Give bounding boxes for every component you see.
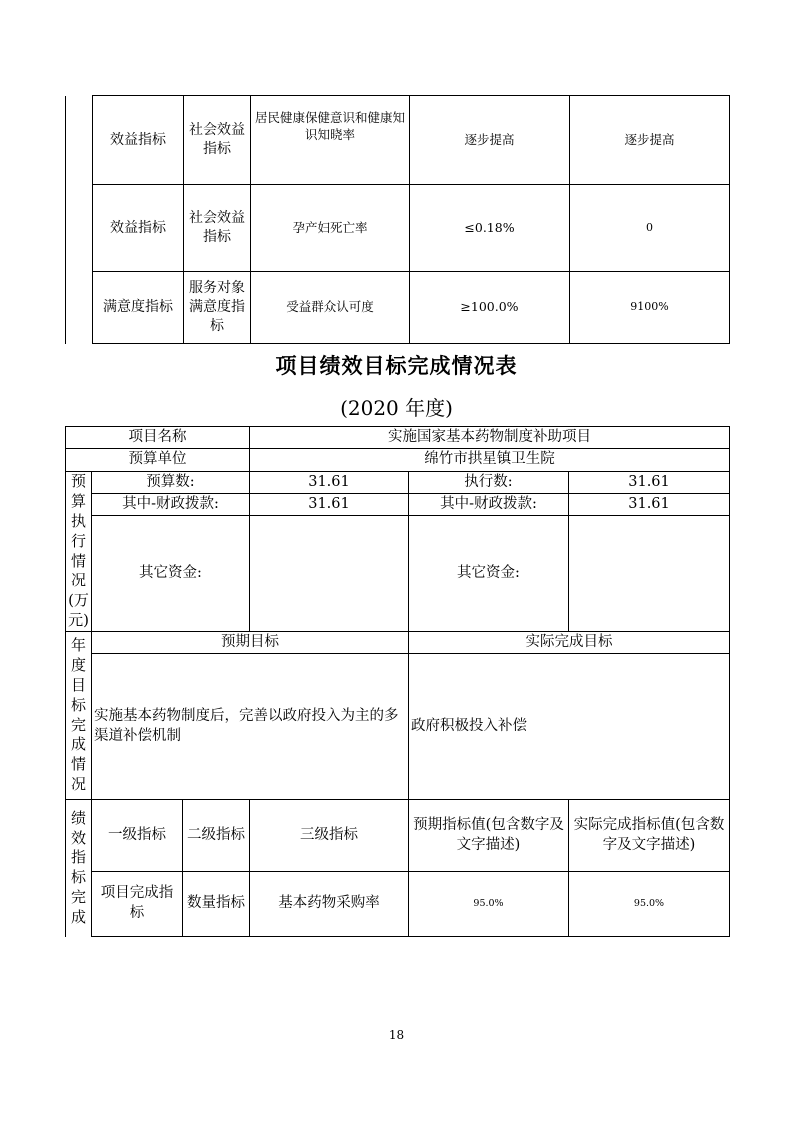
target-value-cell: 逐步提高 [410, 96, 570, 185]
column-header: 实际完成指标值(包含数字及文字描述) [569, 800, 730, 872]
target-value-cell: ≥100.0% [410, 272, 570, 344]
level3-cell: 居民健康保健意识和健康知识知晓率 [251, 96, 410, 185]
project-name-label: 项目名称 [66, 427, 250, 449]
table-row [66, 427, 730, 449]
expected-goal-header: 预期目标 [92, 632, 409, 654]
level1-cell: 项目完成指标 [92, 872, 183, 937]
level3-cell: 基本药物采购率 [250, 872, 409, 937]
actual-value-cell: 0 [570, 185, 730, 272]
budget-unit-value: 绵竹市拱星镇卫生院 [250, 449, 730, 472]
level2-cell: 社会效益指标 [184, 96, 251, 185]
indicator-section-label: 绩效指标完成 [66, 800, 92, 937]
table-row [66, 185, 730, 272]
budget-section-label: 预算执行情况(万元) [66, 472, 92, 632]
level1-cell: 满意度指标 [93, 272, 184, 344]
level2-cell: 社会效益指标 [184, 185, 251, 272]
table-row [66, 516, 730, 612]
table-row [66, 632, 730, 654]
actual-goal-text: 政府积极投入补偿 [409, 654, 730, 800]
project-name-value: 实施国家基本药物制度补助项目 [250, 427, 730, 449]
left-gutter-cell [66, 96, 93, 344]
column-header: 预期指标值(包含数字及文字描述) [409, 800, 569, 872]
table-row [66, 449, 730, 472]
other-funds-value [569, 516, 730, 632]
page-number: 18 [388, 1028, 405, 1042]
budget-unit-label: 预算单位 [66, 449, 250, 472]
fiscal-value: 31.61 [250, 494, 409, 516]
annual-goal-section-label: 年度目标完成情况 [66, 632, 92, 800]
column-header: 一级指标 [92, 800, 183, 872]
expected-goal-text: 实施基本药物制度后，完善以政府投入为主的多渠道补偿机制 [92, 654, 409, 800]
column-header: 三级指标 [250, 800, 409, 872]
fiscal-value: 31.61 [569, 494, 730, 516]
column-header: 二级指标 [183, 800, 250, 872]
executed-amount-value: 31.61 [569, 472, 730, 494]
actual-value-cell: 95.0% [569, 872, 730, 937]
other-funds-label: 其它资金: [92, 516, 250, 632]
table-row [66, 472, 730, 494]
expected-value-cell: 95.0% [409, 872, 569, 937]
level3-cell: 孕产妇死亡率 [251, 185, 410, 272]
table-row [66, 96, 730, 185]
actual-value-cell: 9100% [570, 272, 730, 344]
budget-amount-value: 31.61 [250, 472, 409, 494]
actual-value-cell: 逐步提高 [570, 96, 730, 185]
other-funds-value [250, 516, 409, 632]
table-row [66, 272, 730, 344]
table-row [66, 800, 730, 872]
table-row [66, 872, 730, 937]
table-row [66, 494, 730, 516]
target-value-cell: ≤0.18% [410, 185, 570, 272]
fiscal-label: 其中-财政拨款: [409, 494, 569, 516]
level2-cell: 服务对象满意度指标 [184, 272, 251, 344]
table-row [66, 654, 730, 800]
budget-amount-label: 预算数: [92, 472, 250, 494]
page-subtitle: (2020 年度) [340, 396, 453, 420]
other-funds-label: 其它资金: [409, 516, 569, 632]
level1-cell: 效益指标 [93, 96, 184, 185]
level2-cell: 数量指标 [183, 872, 250, 937]
executed-amount-label: 执行数: [409, 472, 569, 494]
performance-table [65, 426, 730, 937]
fiscal-label: 其中-财政拨款: [92, 494, 250, 516]
continued-indicator-table [65, 95, 730, 344]
actual-goal-header: 实际完成目标 [409, 632, 730, 654]
level1-cell: 效益指标 [93, 185, 184, 272]
page-title: 项目绩效目标完成情况表 [275, 354, 518, 378]
level3-cell: 受益群众认可度 [251, 272, 410, 344]
